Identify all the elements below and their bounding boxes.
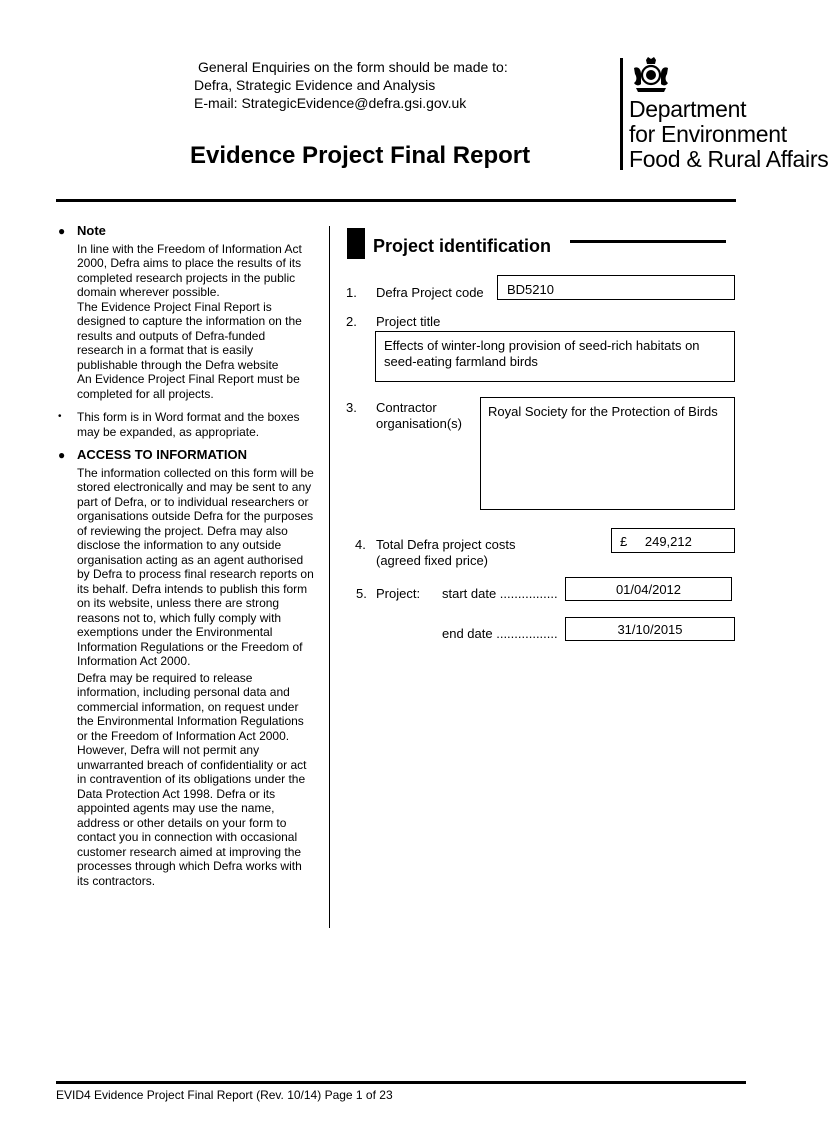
start-date-label: start date ................ (442, 586, 558, 601)
project-title-label: Project title (376, 314, 441, 329)
total-costs-field[interactable] (611, 528, 735, 553)
bullet-icon: ● (58, 448, 66, 462)
access-paragraph-1: The information collected on this form will be stored electronically and may be sent to any part of Defra, or to individual researchers or organisations outside Defra for the purposes of reviewing the project. Defra may also disclose the information to any outside organisation acting as an agent authorised by Defra to process final research reports on its behalf. Defra intends to publish this form on its website, unless there are strong reasons not to, which fully comply with exemptions under the Environmental Information Regulations or the Freedom of Information Act 2000. (77, 465, 314, 668)
note-section (56, 224, 314, 401)
section-marker (347, 228, 365, 259)
defra-logo (620, 56, 828, 176)
bullet-icon: • (58, 411, 62, 422)
project-code-label: Defra Project code (376, 285, 484, 300)
note-heading: Note (77, 223, 106, 238)
enquiries-line-1: General Enquiries on the form should be made to: (198, 59, 508, 75)
enquiries-line-2: Defra, Strategic Evidence and Analysis (194, 77, 436, 93)
project-title-field[interactable]: Effects of winter-long provision of seed-rich habitats on seed-eating farmland birds (375, 331, 735, 382)
q2-number: 2. (346, 314, 357, 329)
section-heading-rule (570, 240, 726, 243)
total-costs-value: 249,212 (644, 534, 692, 549)
word-format-text: This form is in Word format and the boxes may be expanded, as appropriate. (77, 410, 300, 439)
logo-line-2: for Environment (629, 121, 787, 147)
access-paragraph-2: Defra may be required to release information, including personal data and commercial information, on request under the Environmental Information Regulations or the Freedom of Information Act 2000. However, Defra will not permit any unwarranted breach of confidentiality or act in contravention of its obligations under the Data Protection Act 1998. Defra or its appointed agents may use the name, address or other details on your form to contact you in connection with occasional customer research aimed at improving the processes through which Defra works with its contractors. (77, 670, 307, 888)
q5-number: 5. (356, 586, 367, 601)
currency-symbol: £ (620, 534, 628, 549)
total-costs-label-line-1: Total Defra project costs (376, 537, 516, 552)
contractor-label-line-2: organisation(s) (376, 416, 462, 431)
q3-number: 3. (346, 400, 357, 415)
access-section (56, 448, 314, 888)
page-footer: EVID4 Evidence Project Final Report (Rev. 10/14) Page 1 of 23 (56, 1088, 393, 1102)
contractor-field[interactable]: Royal Society for the Protection of Birds (480, 397, 735, 510)
word-format-note (56, 410, 314, 439)
enquiries-email: E-mail: StrategicEvidence@defra.gsi.gov.uk (194, 95, 467, 111)
logo-line-3: Food & Rural Affairs (629, 146, 828, 172)
column-divider (329, 226, 330, 928)
end-date-label: end date ................. (442, 626, 558, 641)
contractor-label-line-1: Contractor (376, 400, 437, 415)
royal-crest-icon (628, 56, 674, 94)
project-code-field[interactable]: BD5210 (497, 275, 735, 300)
q1-number: 1. (346, 285, 357, 300)
header-divider (56, 199, 736, 202)
section-heading: Project identification (373, 236, 552, 256)
logo-line-1: Department (629, 96, 747, 122)
footer-divider (56, 1081, 746, 1084)
notes-column (56, 224, 314, 888)
project-dates-label: Project: (376, 586, 421, 601)
q4-number: 4. (355, 537, 366, 552)
note-paragraph-1: In line with the Freedom of Information Act 2000, Defra aims to place the results of its completed research projects in the public domain wherever possible. (77, 241, 302, 299)
total-costs-label-line-2: (agreed fixed price) (376, 553, 488, 568)
access-heading: ACCESS TO INFORMATION (77, 447, 247, 462)
logo-text (629, 97, 828, 172)
start-date-field[interactable]: 01/04/2012 (565, 577, 732, 601)
note-paragraph-2: The Evidence Project Final Report is designed to capture the information on the results and outputs of Defra-funded research in a format that is easily publishable through the Defra website (77, 299, 302, 372)
page-title: Evidence Project Final Report (190, 142, 531, 169)
note-paragraph-3: An Evidence Project Final Report must be completed for all projects. (77, 372, 300, 401)
end-date-field[interactable]: 31/10/2015 (565, 617, 735, 641)
general-enquiries (194, 58, 508, 112)
logo-bar (620, 58, 623, 170)
bullet-icon: ● (58, 224, 66, 238)
